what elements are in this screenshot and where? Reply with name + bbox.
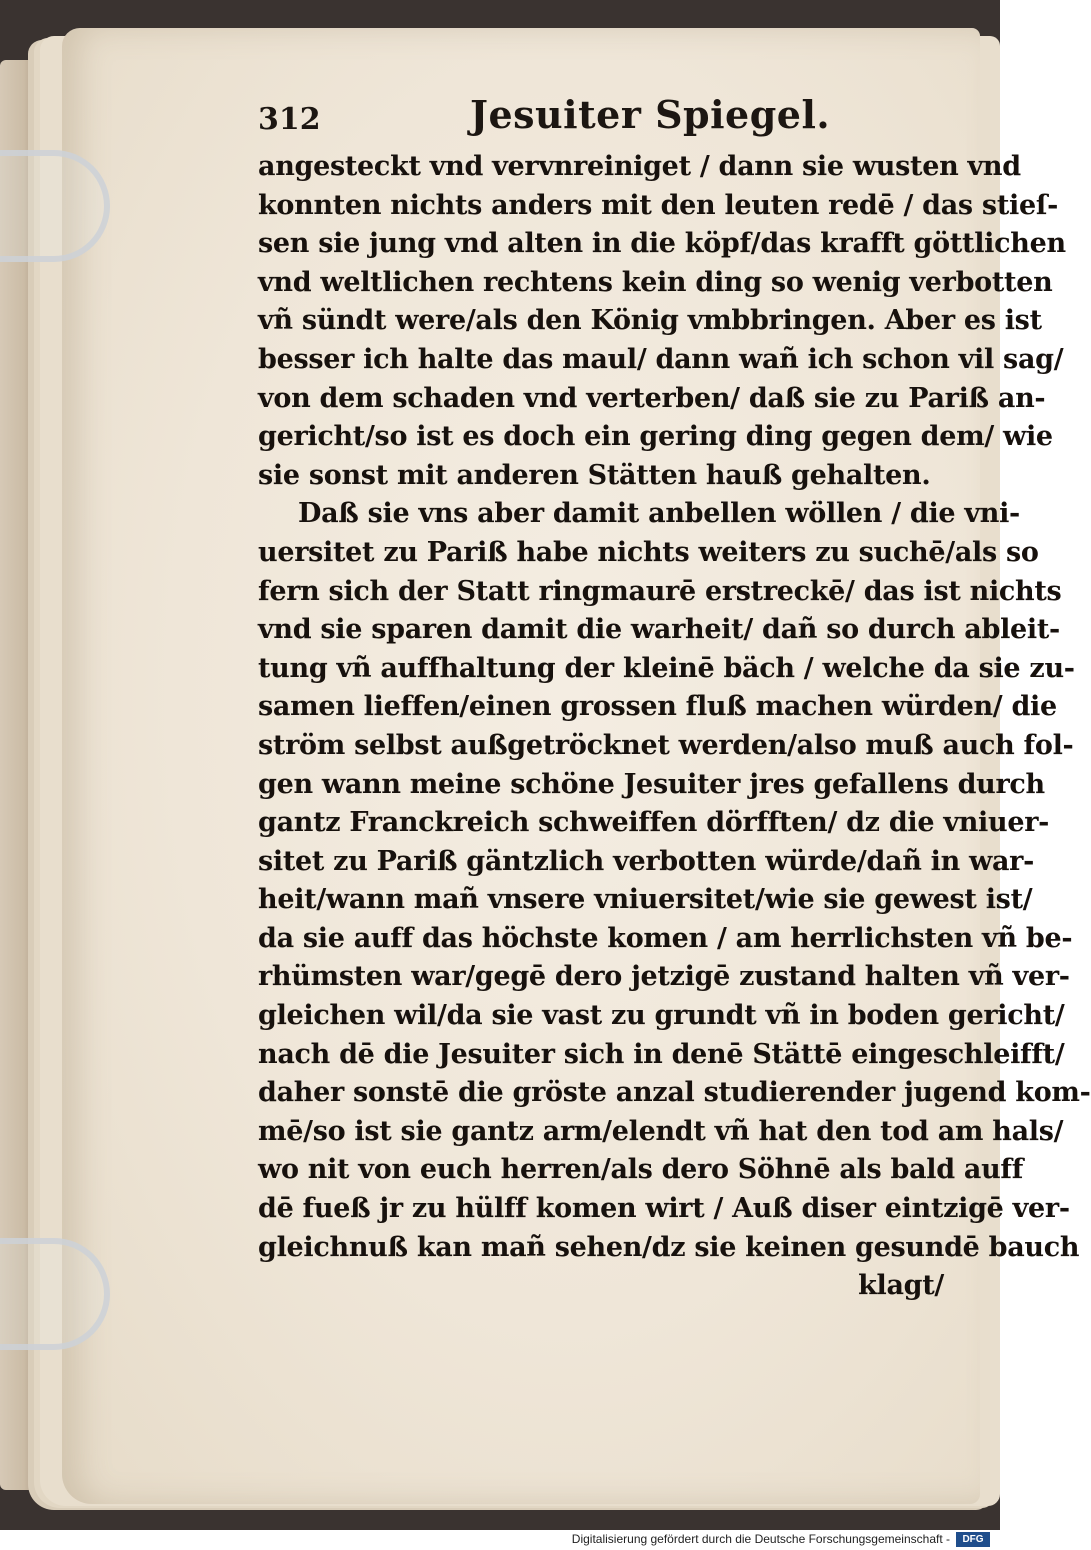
page-clip-bottom bbox=[0, 1238, 110, 1350]
text-line: samen lieffen/einen grossen fluß machen würden/ die bbox=[258, 691, 1057, 723]
dfg-logo: DFG bbox=[956, 1532, 990, 1547]
text-line: gleichnuß kan mañ sehen/dz sie keinen gesundē bauch bbox=[258, 1231, 1080, 1263]
text-line: fern sich der Statt ringmaurē erstreckē/ das ist nichts bbox=[258, 575, 1062, 607]
text-line: ström selbst außgetröcknet werden/also muß auch fol- bbox=[258, 729, 1074, 761]
text-line: von dem schaden vnd verterben/ daß sie zu Pariß an- bbox=[258, 382, 1046, 414]
text-line: wo nit von euch herren/als dero Söhnē als bald auff bbox=[258, 1154, 1024, 1186]
text-line: sen sie jung vnd alten in die köpf/das krafft göttlichen bbox=[258, 228, 1066, 260]
text-line: mē/so ist sie gantz arm/elendt vñ hat den tod am hals/ bbox=[258, 1115, 1064, 1147]
text-line: angesteckt vnd vervnreiniget / dann sie wusten vnd bbox=[258, 151, 1021, 182]
text-line: daher sonstē die gröste anzal studierender jugend kom- bbox=[258, 1077, 1091, 1109]
running-title: Jesuiter Spiegel. bbox=[470, 92, 831, 137]
text-line: dē fueß jr zu hülff komen wirt / Auß diser eintzigē ver- bbox=[258, 1193, 1070, 1225]
text-line: nach dē die Jesuiter sich in denē Stättē eingeschleifft/ bbox=[258, 1038, 1065, 1070]
text-line: tung vñ auffhaltung der kleinē bäch / welche da sie zu- bbox=[258, 652, 1075, 684]
text-line: sitet zu Pariß gäntzlich verbotten würde/dañ in war- bbox=[258, 845, 1035, 877]
page-text bbox=[258, 148, 1091, 1306]
text-line: gericht/so ist es doch ein gering ding gegen dem/ wie bbox=[258, 421, 1053, 453]
text-line: besser ich halte das maul/ dann wañ ich schon vil sag/ bbox=[258, 343, 1064, 375]
text-line-paragraph-start: Daß sie vns aber damit anbellen wöllen / die vni- bbox=[298, 498, 1020, 530]
text-line: sie sonst mit anderen Stätten hauß gehalten. bbox=[258, 459, 931, 491]
text-line: vñ sündt were/als den König vmbbringen. Aber es ist bbox=[258, 305, 1042, 337]
catchword: klagt/ bbox=[858, 1270, 944, 1302]
text-line: gleichen wil/da sie vast zu grundt vñ in boden gericht/ bbox=[258, 1000, 1065, 1032]
page-header bbox=[258, 92, 958, 142]
page-number: 312 bbox=[258, 102, 321, 137]
footer-credit-text: Digitalisierung gefördert durch die Deutsche Forschungsgemeinschaft - bbox=[571, 1532, 950, 1546]
text-line: da sie auff das höchste komen / am herrlichsten vñ be- bbox=[258, 922, 1073, 954]
text-line: konnten nichts anders mit den leuten redē / das stieſ- bbox=[258, 189, 1059, 221]
text-line: gen wann meine schöne Jesuiter jres gefallens durch bbox=[258, 768, 1045, 800]
text-line: vnd sie sparen damit die warheit/ dañ so durch ableit- bbox=[258, 614, 1060, 646]
text-line: uersitet zu Pariß habe nichts weiters zu suchē/als so bbox=[258, 536, 1039, 568]
text-line: heit/wann mañ vnsere vniuersitet/wie sie gewest ist/ bbox=[258, 884, 1033, 916]
text-line: gantz Franckreich schweiffen dörfften/ dz die vniuer- bbox=[258, 807, 1050, 839]
footer-credit-bar bbox=[0, 1530, 1000, 1550]
page-clip-top bbox=[0, 150, 110, 262]
text-line: vnd weltlichen rechtens kein ding so wenig verbotten bbox=[258, 266, 1053, 298]
text-line: rhümsten war/gegē dero jetzigē zustand halten vñ ver- bbox=[258, 961, 1070, 993]
